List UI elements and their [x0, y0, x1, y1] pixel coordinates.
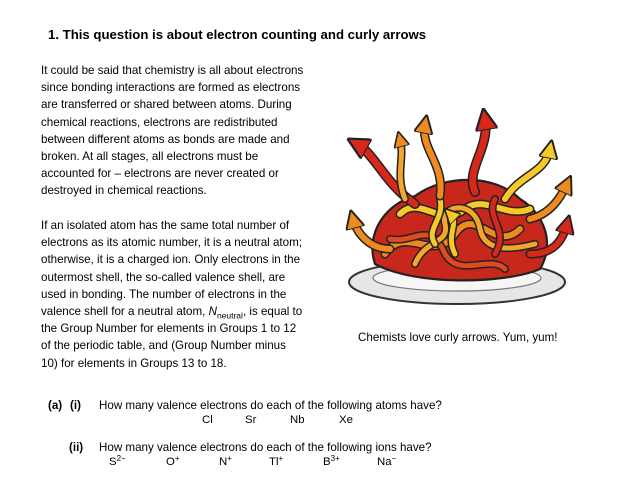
text-line: broken. At all stages, all electrons must be: [41, 150, 259, 164]
part-ii-text: How many valence electrons do each of the following ions have?: [99, 441, 432, 454]
intro-paragraph: [41, 62, 341, 200]
text-line: otherwise, it is a charged ion. Only electrons in the: [41, 253, 301, 267]
ion-base: N: [219, 456, 228, 468]
question-a-label: (a): [48, 399, 63, 412]
ion-charge: +: [174, 454, 180, 463]
text-line: accounted for – electrons are never created or: [41, 167, 279, 181]
ion-symbol: [166, 456, 180, 468]
atom-symbol: Cl: [202, 414, 213, 426]
ion-symbol: [219, 456, 232, 468]
atom-symbol: Sr: [245, 414, 257, 426]
question-heading: 1. This question is about electron counting and curly arrows: [48, 27, 427, 42]
ion-symbol: [323, 456, 340, 468]
ion-charge: +: [227, 454, 232, 463]
ion-symbol: [109, 456, 126, 468]
ion-base: O: [166, 456, 175, 468]
n-symbol: N: [208, 305, 217, 319]
text-line: between different atoms as bonds are made and: [41, 132, 290, 146]
curly-arrow-spaghetti-icon: [345, 104, 575, 309]
text-line-n-neutral: [41, 303, 341, 320]
text-line: are transferred or shared between atoms. During: [41, 98, 292, 112]
text-line: since bonding interactions are formed as electrons: [41, 81, 301, 95]
ion-symbol: [377, 456, 396, 468]
ion-base: B: [323, 456, 331, 468]
ion-base: Na: [377, 456, 392, 468]
part-ii-label: (ii): [69, 441, 84, 454]
text-fragment: valence shell for a neutral atom,: [41, 305, 209, 319]
text-line: outermost shell, the so-called valence shell, are: [41, 270, 286, 284]
text-line: 10) for elements in Groups 13 to 18.: [41, 356, 227, 370]
ion-symbol: [269, 456, 283, 468]
text-line: destroyed in chemical reactions.: [41, 184, 207, 198]
atom-symbol: Xe: [339, 414, 353, 426]
ion-base: S: [109, 456, 117, 468]
text-line: of the periodic table, and (Group Number minus: [41, 339, 286, 353]
text-line: It could be said that chemistry is all about electrons: [41, 64, 304, 77]
image-caption: Chemists love curly arrows. Yum, yum!: [358, 331, 558, 344]
n-subscript: neutral: [216, 310, 243, 321]
ion-charge: 3+: [330, 454, 340, 463]
text-line: used in bonding. The number of electrons in the: [41, 287, 287, 301]
ion-charge: +: [278, 454, 284, 463]
text-line: the Group Number for elements in Groups 1 to 12: [41, 322, 297, 336]
ion-base: Tl: [269, 456, 279, 468]
text-line: If an isolated atom has the same total number of: [41, 219, 290, 232]
part-i-label: (i): [70, 399, 81, 412]
part-i-text: How many valence electrons do each of the following atoms have?: [99, 399, 442, 412]
ion-charge: 2−: [116, 454, 126, 463]
text-line: electrons as its atomic number, it is a neutral atom;: [41, 236, 302, 250]
atom-symbol: Nb: [290, 414, 305, 426]
ion-charge: −: [391, 454, 397, 463]
valence-paragraph: [41, 217, 341, 372]
text-fragment: , is equal to: [242, 305, 303, 319]
text-line: chemical reactions, electrons are redistributed: [41, 115, 278, 129]
